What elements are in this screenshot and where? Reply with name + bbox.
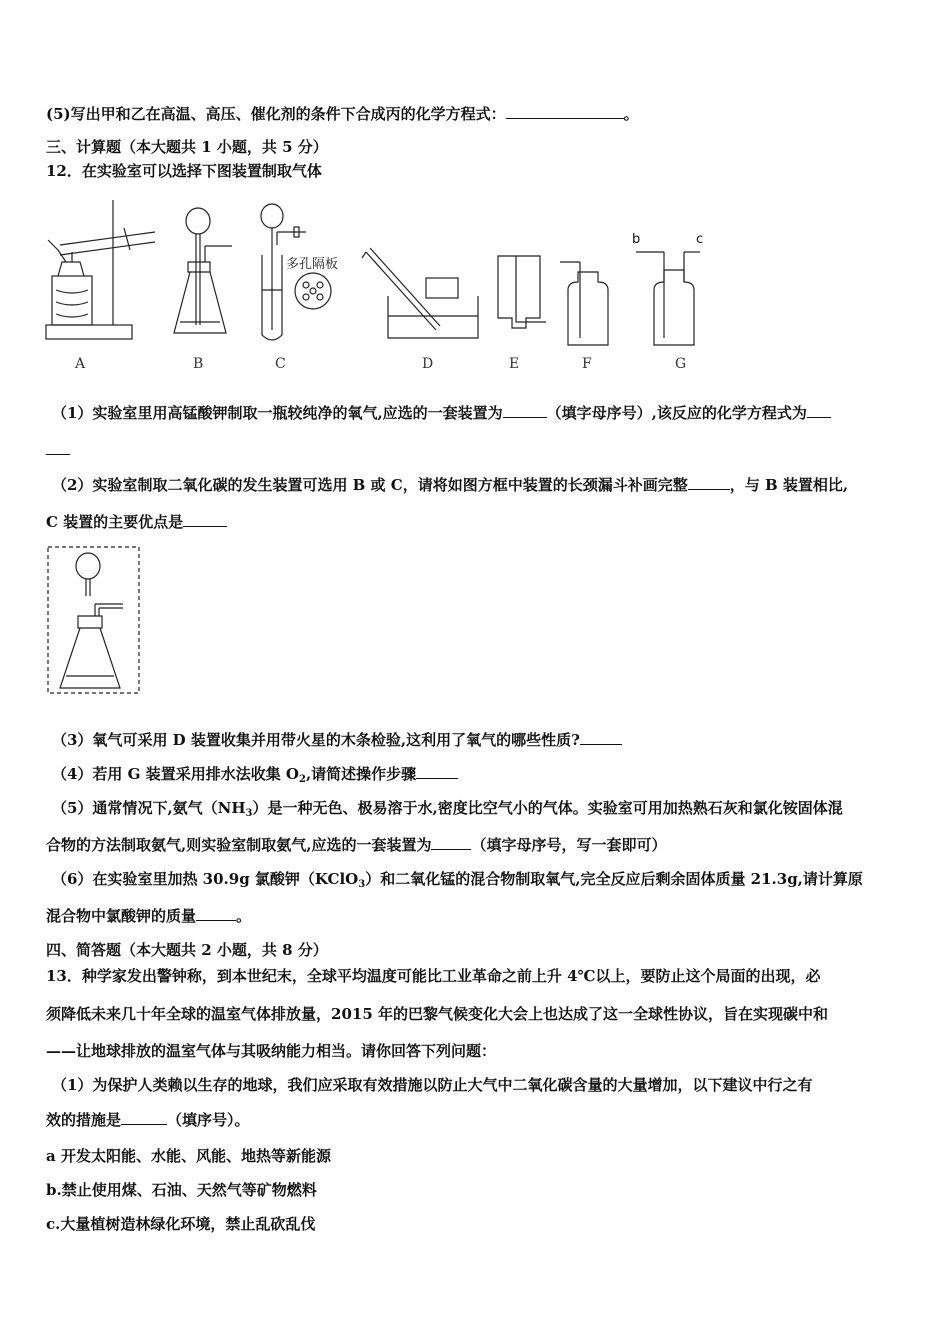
q12-part4: （4）若用 G 装置采用排水法收集 $O_2$,请简述操作步骤 [52,764,458,784]
q12-stem: 12．在实验室可以选择下图装置制取气体 [46,162,322,180]
q12-part2-line2: C 装置的主要优点是 [46,512,227,532]
g-port-b-label: b [632,232,641,247]
label-e: E [509,356,520,372]
label-b: B [193,356,204,372]
q12-part5-line2: 合物的方法制取氨气,则实验室制取氨气,应选的一套装置为 （填字母序号，写一套即可） [46,836,667,854]
q13-option-a: a 开发太阳能、水能、风能、地热等新能源 [46,1147,331,1165]
label-g: G [675,356,687,372]
q12-part6-line1: （6）在实验室里加热 30.9g 氯酸钾（KClO$_3$）和二氧化锰的混合物制取氧气,完全反应后剩余固体质量 21.3g,请计算原 [52,870,863,890]
q13-part1-line1: （1）为保护人类赖以生存的地球，我们应采取有效措施以防止大气中二氧化碳含量的大量增加，以下建议中行之有 [52,1076,813,1094]
answer-blank[interactable] [196,906,236,921]
answer-blank[interactable] [121,1110,167,1125]
section-3-heading: 三、计算题（本大题共 1 小题，共 5 分） [46,138,328,156]
q5-prev-line: (5)写出甲和乙在高温、高压、催化剂的条件下合成丙的化学方程式： 。 [46,105,639,123]
q13-line2: 须降低未来几十年全球的温室气体排放量，2015 年的巴黎气候变化大会上也达成了这一全球性协议，旨在实现碳中和 [46,1005,828,1023]
porous-plate-label: 多孔隔板 [286,257,339,272]
q13-option-c: c.大量植树造林绿化环境，禁止乱砍乱伐 [46,1215,316,1233]
q12-part1-line1: （1）实验室里用高锰酸钾制取一瓶较纯净的氧气,应选的一套装置为 （填字母序号）,该反应的化学方程式为 [52,403,831,423]
label-a: A [75,356,86,372]
q13-part1-line2: 效的措施是 （填序号）。 [46,1111,250,1129]
answer-blank[interactable] [580,730,622,745]
section-4-heading: 四、简答题（本大题共 2 小题，共 8 分） [46,941,328,959]
label-d: D [422,356,434,372]
answer-blank[interactable] [416,764,458,779]
label-f: F [582,356,592,372]
q12-part5-line1: （5）通常情况下,氨气$(NH_3)$是一种无色、极易溶于水,密度比空气小的气体。实验室可用加热熟石灰和氯化铵固体混 [52,799,843,819]
q12-part3: （3）氧气可采用 D 装置收集并用带火星的木条检验,这利用了氧气的哪些性质? [52,730,622,750]
q13-line3: ——让地球排放的温室气体与其吸纳能力相当。请你回答下列问题： [46,1042,497,1060]
q13-option-b: b.禁止使用煤、石油、天然气等矿物燃料 [46,1181,317,1199]
answer-blank[interactable] [431,835,471,850]
q13-line1: 13．种学家发出警钟称，到本世纪末，全球平均温度可能比工业革命之前上升 4℃以上，要防止这个局面的出现，必 [46,967,821,985]
label-c: C [275,356,286,372]
q12-part6-line2: 混合物中氯酸钾的质量 。 [46,907,252,925]
q12-part2-line1: （2）实验室制取二氧化碳的发生装置可选用 B 或 C，请将如图方框中装置的长颈漏斗补画完整 ，与 B 装置相比, [52,476,849,494]
g-port-c-label: c [696,232,704,247]
